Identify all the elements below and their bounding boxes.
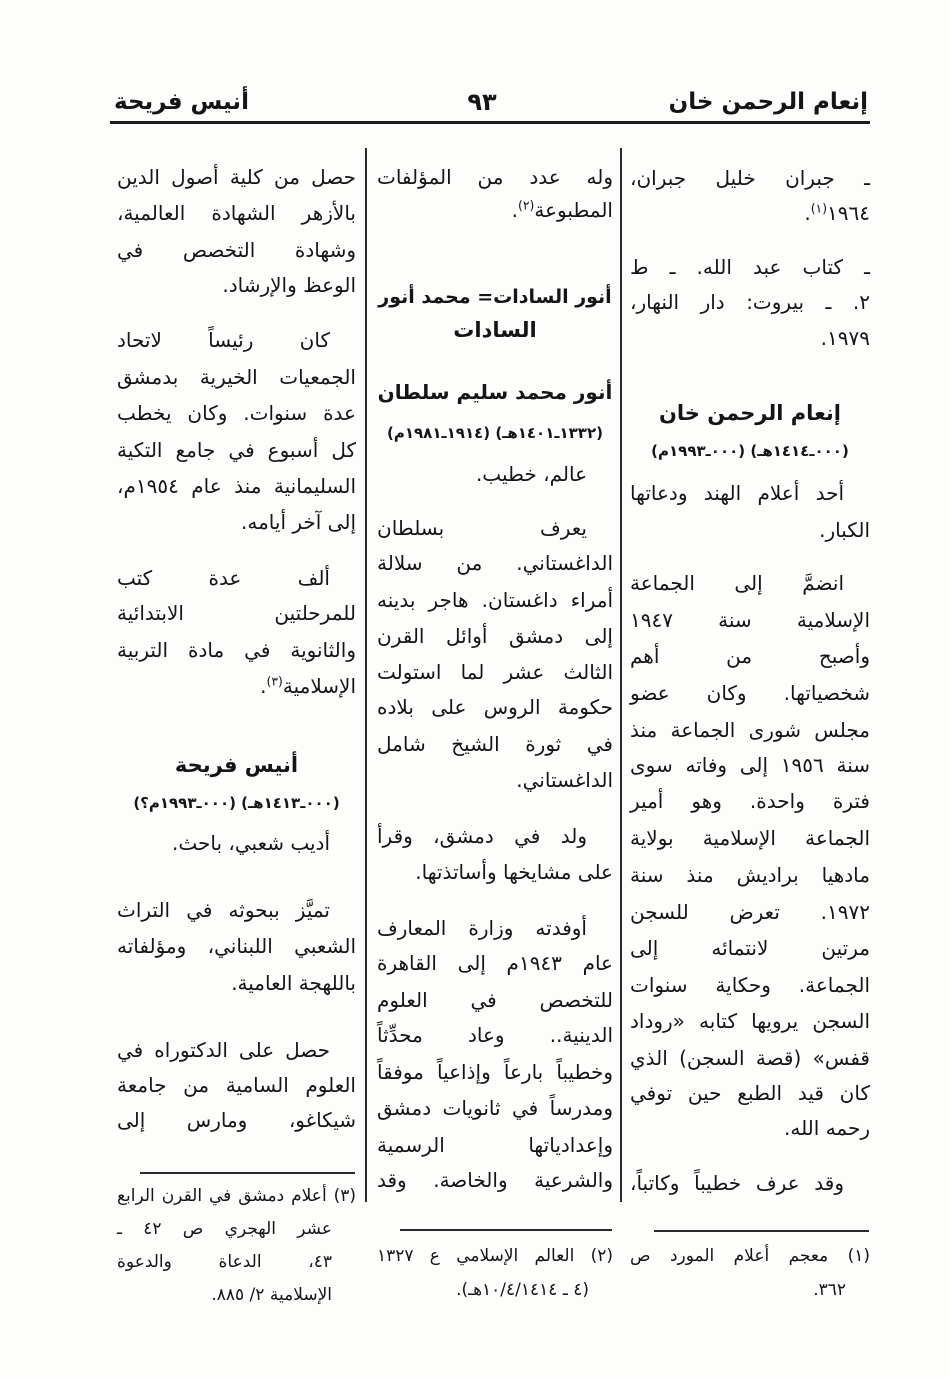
text-line: شخصياتها. وكان عضو <box>630 681 870 705</box>
text-line: حصل من كلية أصول الدين <box>117 165 356 189</box>
text-line: وله عدد من المؤلفات <box>377 165 613 189</box>
column-rule <box>620 148 622 1202</box>
entry-heading: إنعام الرحمن خان <box>658 401 842 425</box>
text-line: الكبار. <box>819 518 870 542</box>
text-line: الدينية.. وعاد محدِّثاً <box>377 1023 613 1047</box>
footnote-line: ٤٣، الدعاة والدعوة <box>117 1252 332 1272</box>
text-line: فترة واحدة. وهو أمير <box>630 789 870 813</box>
footnote-line: ٣٦٢. <box>813 1280 846 1300</box>
text-line: والثانوية في مادة التربية <box>117 638 356 662</box>
entry-dates: (٠٠٠ـ١٤١٤هـ) (٠٠٠ـ١٩٩٣م) <box>651 442 849 460</box>
text-line: حصل على الدكتوراه في <box>117 1038 330 1062</box>
cross-reference-heading: أنور السادات= محمد أنور <box>378 286 612 308</box>
text-line: الداغستاني. من سلالة <box>377 551 613 575</box>
footnote-rule <box>654 1230 869 1232</box>
footnote-line: (٢) العالم الإسلامي ع ١٣٢٧ <box>377 1246 613 1266</box>
text-line: ٢. ـ بيروت: دار النهار، <box>630 290 870 314</box>
text-line: عام ١٩٤٣م إلى القاهرة <box>377 951 613 975</box>
page-number: ٩٣ <box>467 88 497 116</box>
line-text: الإسلامية <box>282 674 356 698</box>
text-line: مرتين لانتمائه إلى <box>630 936 870 960</box>
entry-heading: أنيس فريحة <box>174 753 299 777</box>
line-tail: . <box>511 198 518 222</box>
running-head-left: أنيس فريحة <box>114 89 249 115</box>
text-line: إلى آخر أيامه. <box>241 510 356 534</box>
text-line: والشرعية والخاصة. وقد <box>377 1168 613 1192</box>
text-line <box>630 195 870 231</box>
cross-reference-heading: السادات <box>453 318 537 342</box>
text-line: الجماعة الإسلامية بولاية <box>630 826 870 850</box>
text-line: وخطيباً بارعاً وإذاعياً موفقاً <box>377 1060 613 1084</box>
text-line: الوعظ والإرشاد. <box>222 273 356 297</box>
footnote-rule <box>140 1172 355 1174</box>
text-line: على مشايخها وأساتذتها. <box>415 860 613 884</box>
text-line: ١٩٧٩. <box>820 326 870 350</box>
text-line: كل أسبوع في جامع التكية <box>117 438 356 462</box>
text-line: عدة سنوات. وكان يخطب <box>117 401 356 425</box>
text-line: بالأزهر الشهادة العالمية، <box>117 201 356 225</box>
text-line: باللهجة العامية. <box>231 971 356 995</box>
line-text: ١٩٦٤ <box>827 201 870 225</box>
text-line: قفس» (قصة السجن) الذي <box>630 1046 870 1070</box>
text-line: الجماعة. وحكاية سنوات <box>630 973 870 997</box>
line-text: المطبوعة <box>534 198 613 222</box>
text-line: السجن يرويها كتابه «روداد <box>630 1009 870 1033</box>
line-tail: . <box>804 201 811 225</box>
text-line: حكومة الروس على بلاده <box>377 695 613 719</box>
text-line: كان قيد الطبع حين توفي <box>630 1081 870 1105</box>
text-line <box>117 668 356 704</box>
text-line: أحد أعلام الهند ودعاتها <box>630 481 844 505</box>
text-line: كان رئيساً لاتحاد <box>117 328 330 352</box>
text-line: في ثورة الشيخ شامل <box>377 732 613 756</box>
line-tail: . <box>260 674 267 698</box>
footnote-rule <box>400 1229 612 1231</box>
text-line: رحمه الله. <box>783 1116 870 1140</box>
entry-heading: أنور محمد سليم سلطان <box>377 380 613 404</box>
footnote-marker: (١) <box>810 200 828 216</box>
text-line: سنة ١٩٥٦ إلى وفاته سوى <box>630 753 870 777</box>
text-line: مادهيا براديش منذ سنة <box>630 863 870 887</box>
text-line: ١٩٧٢. تعرض للسجن <box>630 900 870 924</box>
text-line: انضمَّ إلى الجماعة <box>630 571 844 595</box>
text-line: وشهادة التخصص في <box>117 238 356 262</box>
footnote-line: (١) معجم أعلام المورد ص <box>630 1246 870 1266</box>
text-line: ـ كتاب عبد الله. ـ ط <box>630 255 870 279</box>
text-line: مجلس شورى الجماعة منذ <box>630 718 870 742</box>
text-line: الثالث عشر لما استولت <box>377 660 613 684</box>
footnote-line: (٣) أعلام دمشق في القرن الرابع <box>117 1186 356 1206</box>
text-line: ألف عدة كتب <box>117 566 330 590</box>
text-line: وأصبح من أهم <box>630 644 870 668</box>
text-line: أديب شعبي، باحث. <box>172 831 330 855</box>
text-line: الداغستاني. <box>516 768 613 792</box>
text-line: أوفدته وزارة المعارف <box>377 916 587 940</box>
text-line: إلى دمشق أوائل القرن <box>377 624 613 648</box>
right-column <box>630 0 870 1379</box>
text-line: الإسلامية سنة ١٩٤٧ <box>630 608 870 632</box>
text-line: أمراء داغستان. هاجر بدينه <box>377 588 613 612</box>
text-line: السليمانية منذ عام ١٩٥٤م، <box>117 474 356 498</box>
text-line: ـ جبران خليل جبران، <box>630 166 870 190</box>
text-line <box>377 192 613 228</box>
footnote-marker: (٣) <box>266 673 283 689</box>
entry-dates: (١٣٣٢ـ١٤٠١هـ) (١٩١٤ـ١٩٨١م) <box>387 424 603 442</box>
text-line: العلوم السامية من جامعة <box>117 1073 356 1097</box>
footnote-line: (٤ ـ ١٠/٤/١٤١٤هـ). <box>456 1280 589 1300</box>
running-head-right: إنعام الرحمن خان <box>668 89 868 115</box>
text-line: للتخصص في العلوم <box>377 988 613 1012</box>
text-line: وإعدادياتها الرسمية <box>377 1133 613 1157</box>
text-line: الجمعيات الخيرية بدمشق <box>117 365 356 389</box>
footnote-line: عشر الهجري ص ٤٢ ـ <box>117 1219 332 1239</box>
text-line: ولد في دمشق، وقرأ <box>377 824 587 848</box>
middle-column <box>377 0 613 1379</box>
text-line: تميَّز ببحوثه في التراث <box>117 898 330 922</box>
text-line: يعرف بسلطان <box>377 516 587 540</box>
left-column <box>117 0 356 1379</box>
text-line: شيكاغو، ومارس إلى <box>117 1108 356 1132</box>
text-line: للمرحلتين الابتدائية <box>117 601 356 625</box>
text-line: وقد عرف خطيباً وكاتباً، <box>630 1171 844 1195</box>
entry-dates: (٠٠٠ـ١٤١٣هـ) (٠٠٠ـ١٩٩٣م؟) <box>133 794 340 812</box>
text-line: ومدرساً في ثانويات دمشق <box>377 1096 613 1120</box>
text-line: الشعبي اللبناني، ومؤلفاته <box>117 934 356 958</box>
footnote-marker: (٢) <box>518 197 535 213</box>
column-rule <box>365 148 367 1202</box>
text-line: عالم، خطيب. <box>475 462 587 486</box>
footnote-line: الإسلامية ٢/ ٨٨٥. <box>211 1285 332 1305</box>
